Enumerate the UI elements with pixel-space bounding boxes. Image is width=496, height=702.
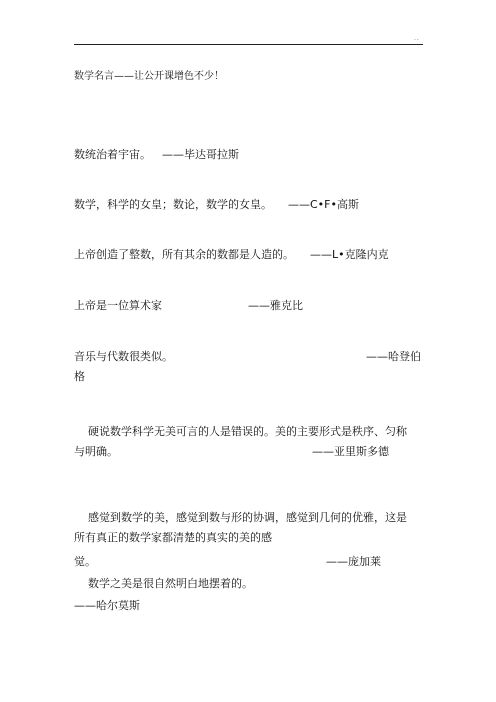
quote-3-author: ——L•克隆内克 (310, 248, 389, 261)
quote-7-author: ——庞加莱 (326, 555, 381, 568)
quote-7-text: 感觉到数学的美，感觉到数与形的协调，感觉到几何的优雅，这是 (88, 511, 407, 524)
quote-1-text: 数统治着宇宙。 (74, 148, 151, 161)
quote-7-text-cont: 所有真正的数学家都清楚的真实的美的感 (74, 531, 272, 544)
quote-4-author: ——雅克比 (248, 299, 303, 312)
quote-3-text: 上帝创造了整数，所有其余的数都是人造的。 (74, 248, 294, 261)
document-title: 数学名言——让公开课增色不少！ (74, 71, 224, 82)
quote-5-author: ——哈登伯 (366, 350, 421, 363)
quote-6-author: ——亚里斯多德 (312, 445, 389, 458)
header-mark: .. (414, 35, 420, 42)
quote-8-text: 数学之美是很自然明白地摆着的。 (88, 577, 253, 590)
quote-2-text: 数学，科学的女皇；数论，数学的女皇。 (74, 198, 272, 211)
header-rule (74, 44, 423, 45)
quote-5-author-cont: 格 (74, 370, 85, 383)
quote-1-author: ——毕达哥拉斯 (162, 148, 239, 161)
quote-2-author: ——C•F•高斯 (288, 198, 359, 211)
quote-6-text-cont: 与明确。 (74, 445, 118, 458)
quote-4-text: 上帝是一位算术家 (74, 299, 162, 312)
quote-6-text: 硬说数学科学无美可言的人是错误的。美的主要形式是秩序、匀称 (88, 425, 407, 438)
quote-5-text: 音乐与代数很类似。 (74, 350, 173, 363)
quote-8-author: ——哈尔莫斯 (74, 599, 140, 612)
quote-7-text-cont2: 觉。 (74, 555, 96, 568)
